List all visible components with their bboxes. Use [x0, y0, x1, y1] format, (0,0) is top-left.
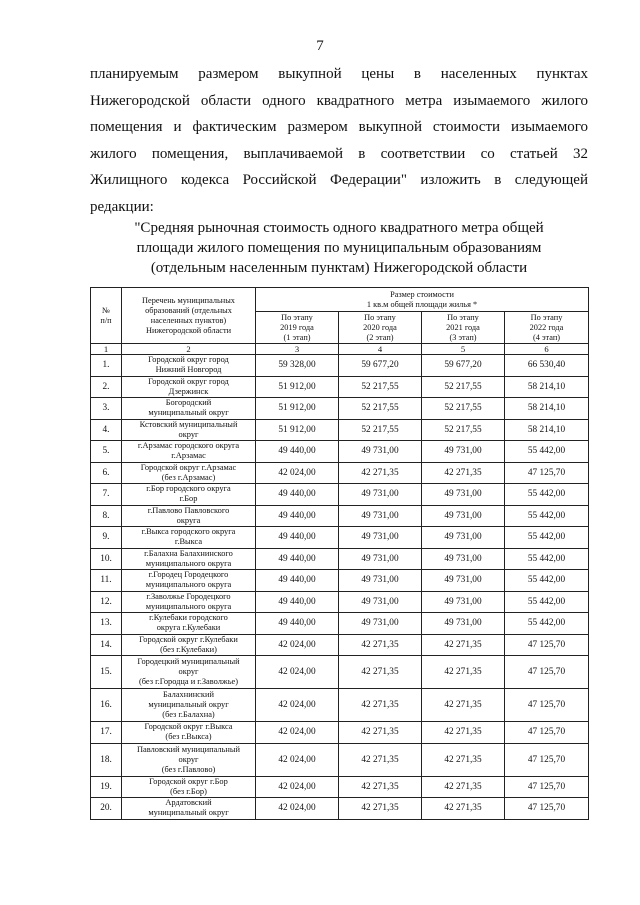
header-text: 2021 года — [446, 322, 480, 332]
row-number: 18. — [91, 743, 122, 776]
table-title — [90, 218, 588, 278]
row-value: 42 024,00 — [256, 743, 339, 776]
header-text: Перечень муниципальных — [142, 295, 235, 305]
header-text: По этапу — [281, 312, 313, 322]
row-value: 49 440,00 — [256, 441, 339, 463]
paragraph-line: помещения и фактическим размером выкупной стоимости изымаемого — [90, 119, 588, 136]
table-row — [91, 591, 589, 613]
paragraph-line: Нижегородской области одного квадратного метра изымаемого жилого — [90, 92, 588, 109]
paragraph-line: жилого помещения, выплачиваемой в соответствии со статьей 32 — [90, 145, 588, 162]
row-value: 49 440,00 — [256, 484, 339, 506]
row-name-line: округ — [178, 754, 199, 764]
row-value: 55 442,00 — [505, 591, 589, 613]
row-value: 49 731,00 — [422, 591, 505, 613]
row-name — [122, 462, 256, 484]
row-value: 42 024,00 — [256, 656, 339, 689]
row-value: 42 024,00 — [256, 689, 339, 722]
row-name-line: (без г.Павлово) — [161, 764, 216, 774]
row-value: 49 731,00 — [422, 505, 505, 527]
row-value: 55 442,00 — [505, 570, 589, 592]
row-value: 47 125,70 — [505, 798, 589, 820]
row-name-line: г.Заволжье Городецкого — [146, 591, 231, 601]
table-title-line: (отдельным населенным пунктам) Нижегородской области — [150, 260, 528, 276]
row-name-line: Городской округ г.Бор — [149, 776, 228, 786]
row-name-line: Павловский муниципальный — [136, 744, 240, 754]
row-value: 55 442,00 — [505, 441, 589, 463]
row-number: 7. — [91, 484, 122, 506]
row-name-line: (без г.Выкса) — [165, 732, 212, 742]
row-value: 47 125,70 — [505, 722, 589, 744]
row-value: 49 731,00 — [339, 613, 422, 635]
row-value: 59 677,20 — [422, 355, 505, 377]
row-value: 59 677,20 — [339, 355, 422, 377]
row-value: 49 731,00 — [422, 548, 505, 570]
row-name-line: г.Выкса городского округа — [141, 527, 236, 537]
row-name-line: (без г.Городца и г.Заволжье) — [138, 677, 239, 686]
row-value: 55 442,00 — [505, 527, 589, 549]
row-value: 49 731,00 — [339, 591, 422, 613]
row-value: 55 442,00 — [505, 548, 589, 570]
row-value: 42 271,35 — [422, 743, 505, 776]
table-row — [91, 376, 589, 398]
row-name — [122, 591, 256, 613]
row-name — [122, 548, 256, 570]
row-number: 16. — [91, 689, 122, 722]
row-value: 52 217,55 — [422, 398, 505, 420]
row-value: 58 214,10 — [505, 398, 589, 420]
row-name-line: округа — [176, 515, 201, 525]
row-name — [122, 570, 256, 592]
row-name-line: (без г.Кулебаки) — [160, 644, 217, 654]
table-header — [91, 288, 589, 355]
row-name — [122, 355, 256, 377]
row-name-line: Балахнинский — [163, 690, 214, 699]
table-body — [91, 355, 589, 820]
row-name-line: Городской округ город — [148, 355, 229, 365]
row-name-line: округ — [178, 429, 199, 439]
row-number: 13. — [91, 613, 122, 635]
row-number: 1. — [91, 355, 122, 377]
table-row — [91, 722, 589, 744]
row-value: 49 731,00 — [339, 570, 422, 592]
header-stage-col — [339, 312, 422, 344]
row-value: 42 271,35 — [339, 743, 422, 776]
row-value: 49 731,00 — [422, 527, 505, 549]
row-value: 52 217,55 — [422, 419, 505, 441]
header-text: п/п — [100, 315, 112, 325]
row-value: 51 912,00 — [256, 376, 339, 398]
row-number: 15. — [91, 656, 122, 689]
row-value: 55 442,00 — [505, 505, 589, 527]
row-name-line: г.Бор — [179, 494, 198, 504]
row-value: 47 125,70 — [505, 689, 589, 722]
row-name — [122, 441, 256, 463]
row-value: 47 125,70 — [505, 634, 589, 656]
page-number: 7 — [316, 38, 324, 54]
header-text: № — [102, 305, 110, 315]
row-value: 42 271,35 — [339, 656, 422, 689]
table-row — [91, 548, 589, 570]
table-row — [91, 462, 589, 484]
column-number: 2 — [122, 344, 256, 355]
table-row — [91, 798, 589, 820]
row-name-line: Городской округ г.Арзамас — [140, 462, 237, 472]
row-value: 58 214,10 — [505, 376, 589, 398]
table-row — [91, 441, 589, 463]
row-name — [122, 776, 256, 798]
row-value: 52 217,55 — [422, 376, 505, 398]
table-row — [91, 689, 589, 722]
row-name-line: округа г.Кулебаки — [156, 623, 221, 633]
table-row — [91, 776, 589, 798]
row-number: 3. — [91, 398, 122, 420]
table-row — [91, 743, 589, 776]
row-name — [122, 743, 256, 776]
row-name-line: (без г.Арзамас) — [161, 472, 216, 482]
table-title-line: "Средняя рыночная стоимость одного квадратного метра общей — [134, 220, 544, 236]
header-text: (4 этап) — [532, 332, 561, 342]
row-value: 55 442,00 — [505, 613, 589, 635]
header-number-col — [91, 288, 122, 344]
header-text: населенных пунктов) — [150, 315, 227, 325]
row-name-line: Городской округ г.Кулебаки — [139, 634, 238, 644]
row-value: 42 271,35 — [422, 689, 505, 722]
row-name — [122, 419, 256, 441]
row-name-line: Городской округ город — [148, 376, 229, 386]
row-name-line: Ардатовский — [165, 798, 212, 808]
row-number: 17. — [91, 722, 122, 744]
row-name-line: г.Бор городского округа — [146, 484, 231, 494]
row-value: 49 440,00 — [256, 570, 339, 592]
header-row — [91, 288, 589, 312]
row-name-line: муниципальный округ — [148, 408, 229, 418]
row-value: 52 217,55 — [339, 398, 422, 420]
row-name — [122, 689, 256, 722]
header-text: (2 этап) — [366, 332, 394, 342]
row-name — [122, 527, 256, 549]
row-number: 8. — [91, 505, 122, 527]
row-name-line: муниципального округа — [145, 558, 232, 568]
row-number: 20. — [91, 798, 122, 820]
row-value: 52 217,55 — [339, 419, 422, 441]
row-number: 9. — [91, 527, 122, 549]
row-value: 49 440,00 — [256, 505, 339, 527]
row-name — [122, 613, 256, 635]
header-stage-col — [505, 312, 589, 344]
header-text: По этапу — [447, 312, 479, 322]
row-value: 51 912,00 — [256, 398, 339, 420]
row-name — [122, 722, 256, 744]
header-stage-col — [256, 312, 339, 344]
table-row — [91, 505, 589, 527]
row-value: 49 731,00 — [339, 441, 422, 463]
row-value: 42 024,00 — [256, 722, 339, 744]
row-number: 4. — [91, 419, 122, 441]
row-value: 42 271,35 — [339, 689, 422, 722]
header-text: 2020 года — [363, 322, 397, 332]
row-name-line: муниципальный округ — [148, 808, 229, 818]
table-row — [91, 419, 589, 441]
table-row — [91, 355, 589, 377]
table-row — [91, 527, 589, 549]
row-name-line: г.Арзамас — [171, 451, 206, 461]
row-value: 42 271,35 — [422, 634, 505, 656]
header-text: По этапу — [530, 312, 563, 322]
row-value: 49 731,00 — [422, 613, 505, 635]
column-numbers-row — [91, 344, 589, 355]
row-value: 47 125,70 — [505, 776, 589, 798]
row-value: 42 271,35 — [339, 798, 422, 820]
header-text: Размер стоимости — [390, 289, 454, 299]
row-value: 49 440,00 — [256, 613, 339, 635]
row-name-line: Кстовский муниципальный — [139, 419, 238, 429]
row-name — [122, 798, 256, 820]
row-value: 58 214,10 — [505, 419, 589, 441]
row-value: 42 271,35 — [339, 462, 422, 484]
row-value: 66 530,40 — [505, 355, 589, 377]
row-value: 42 271,35 — [422, 656, 505, 689]
row-value: 49 731,00 — [422, 441, 505, 463]
row-number: 10. — [91, 548, 122, 570]
row-value: 42 271,35 — [339, 722, 422, 744]
header-text: 2022 года — [529, 322, 564, 332]
row-value: 49 440,00 — [256, 548, 339, 570]
price-table-wrapper — [90, 287, 588, 820]
row-name-line: округ — [178, 667, 199, 676]
row-number: 19. — [91, 776, 122, 798]
row-number: 12. — [91, 591, 122, 613]
table-row — [91, 656, 589, 689]
price-table — [90, 287, 589, 820]
row-name-line: Богородский — [165, 398, 212, 408]
row-value: 42 024,00 — [256, 462, 339, 484]
row-name-line: Дзержинск — [168, 386, 209, 396]
row-value: 52 217,55 — [339, 376, 422, 398]
header-stage-col — [422, 312, 505, 344]
row-name — [122, 398, 256, 420]
paragraph-line: Жилищного кодекса Российской Федерации" изложить в следующей — [90, 172, 588, 189]
row-name-line: муниципального округа — [145, 580, 232, 590]
table-row — [91, 613, 589, 635]
table-row — [91, 634, 589, 656]
row-value: 55 442,00 — [505, 484, 589, 506]
row-value: 42 271,35 — [339, 776, 422, 798]
row-number: 2. — [91, 376, 122, 398]
header-text: По этапу — [364, 312, 396, 322]
row-value: 51 912,00 — [256, 419, 339, 441]
row-name-line: Городецкий муниципальный — [137, 657, 240, 666]
row-number: 14. — [91, 634, 122, 656]
row-name-line: (без г.Балахна) — [162, 710, 215, 719]
column-number: 5 — [422, 344, 505, 355]
row-value: 42 271,35 — [422, 776, 505, 798]
row-value: 42 271,35 — [422, 462, 505, 484]
row-value: 49 731,00 — [339, 484, 422, 506]
row-value: 59 328,00 — [256, 355, 339, 377]
row-name-line: г.Арзамас городского округа — [137, 441, 240, 451]
row-name-line: г.Выкса — [174, 537, 203, 547]
body-paragraph — [90, 61, 588, 221]
row-name-line: Городской округ г.Выкса — [144, 722, 233, 732]
row-value: 49 440,00 — [256, 591, 339, 613]
paragraph-line: редакции: — [90, 198, 154, 215]
header-text: 1 кв.м общей площади жилья * — [366, 299, 478, 309]
header-price-group — [256, 288, 589, 312]
row-name-line: муниципальный округ — [148, 700, 229, 709]
row-value: 49 731,00 — [422, 484, 505, 506]
header-text: (1 этап) — [283, 332, 311, 342]
table-row — [91, 484, 589, 506]
header-name-col — [122, 288, 256, 344]
column-number: 3 — [256, 344, 339, 355]
row-value: 42 271,35 — [339, 634, 422, 656]
table-row — [91, 398, 589, 420]
header-text: 2019 года — [280, 322, 314, 332]
row-name — [122, 656, 256, 689]
row-value: 47 125,70 — [505, 743, 589, 776]
row-name-line: Нижний Новгород — [155, 365, 222, 375]
row-value: 42 024,00 — [256, 798, 339, 820]
row-value: 49 731,00 — [339, 505, 422, 527]
row-value: 49 440,00 — [256, 527, 339, 549]
row-value: 49 731,00 — [422, 570, 505, 592]
row-name-line: (без г.Бор) — [170, 786, 207, 796]
row-value: 42 024,00 — [256, 776, 339, 798]
column-number: 6 — [505, 344, 589, 355]
row-name-line: г.Кулебаки городского — [149, 613, 228, 623]
row-value: 42 271,35 — [422, 798, 505, 820]
row-number: 5. — [91, 441, 122, 463]
header-text: образований (отдельных — [145, 305, 232, 315]
row-value: 42 024,00 — [256, 634, 339, 656]
table-title-line: площади жилого помещения по муниципальным образованиям — [136, 240, 542, 256]
table-row — [91, 570, 589, 592]
row-number: 6. — [91, 462, 122, 484]
header-text: Нижегородской области — [145, 325, 232, 335]
row-name — [122, 505, 256, 527]
row-number: 11. — [91, 570, 122, 592]
row-name-line: муниципального округа — [145, 601, 232, 611]
paragraph-line: планируемым размером выкупной цены в населенных пунктах — [90, 66, 588, 82]
row-name-line: г.Балахна Балахнинского — [144, 548, 233, 558]
row-value: 47 125,70 — [505, 462, 589, 484]
row-name-line: г.Городец Городецкого — [148, 570, 229, 580]
column-number: 1 — [91, 344, 122, 355]
row-name — [122, 634, 256, 656]
row-name — [122, 484, 256, 506]
header-text: (3 этап) — [449, 332, 477, 342]
row-value: 47 125,70 — [505, 656, 589, 689]
row-name — [122, 376, 256, 398]
row-value: 49 731,00 — [339, 548, 422, 570]
row-name-line: г.Павлово Павловского — [147, 505, 230, 515]
row-value: 49 731,00 — [339, 527, 422, 549]
row-value: 42 271,35 — [422, 722, 505, 744]
column-number: 4 — [339, 344, 422, 355]
